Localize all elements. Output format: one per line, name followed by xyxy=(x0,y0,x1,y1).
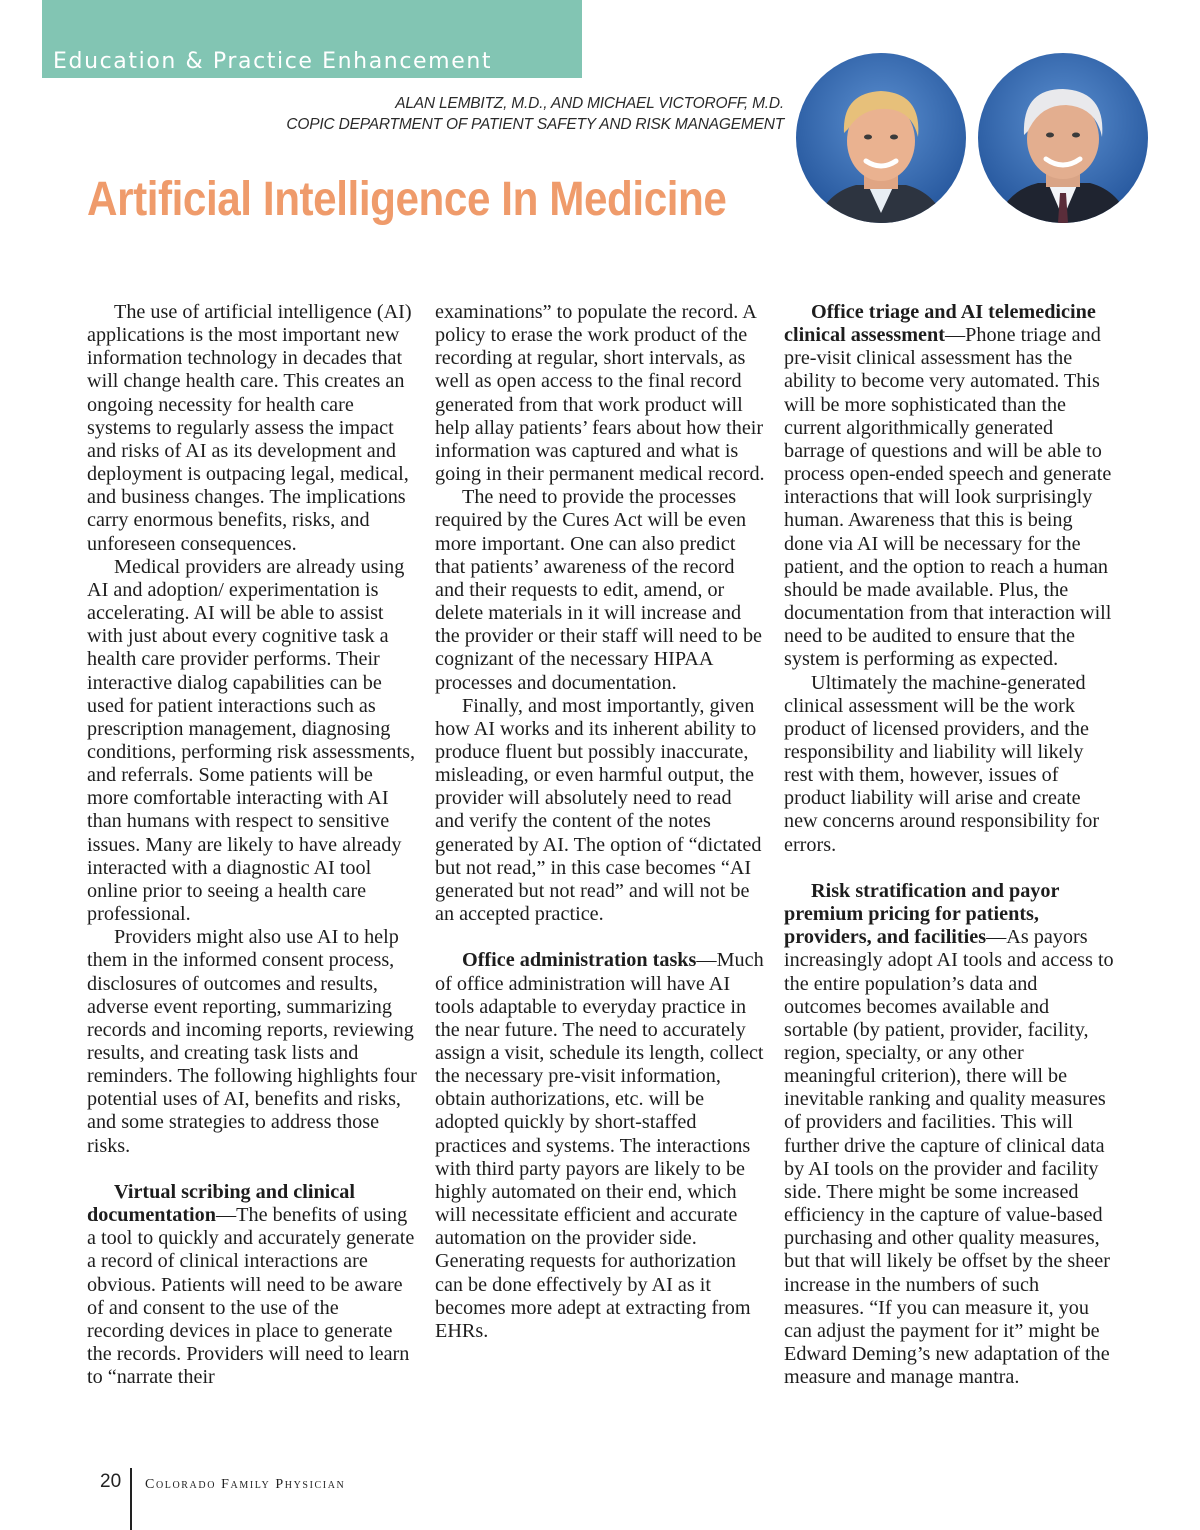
paragraph: Finally, and most importantly, given how AI works and its inherent ability to produce fluent but possibly inaccurate, misleading, or even harmful output, the provider will absolutely need to read and verify the content of the notes generated by AI. The option of “dictated but not read,” in this case becomes “AI generated but not read” and will not be an accepted practice. xyxy=(435,694,762,926)
section-label: Education & Practice Enhancement xyxy=(53,49,493,74)
paragraph: The use of artificial intelligence (AI) applications is the most important new information technology in decades that will change health care. This creates an ongoing necessity for health care systems to regularly assess the impact and risks of AI as its development and deployment is outpacing legal, medical, and business changes. The implications carry enormous benefits, risks, and unforeseen consequences. xyxy=(87,301,412,555)
paragraph-body: —Phone triage and pre-visit clinical assessment has the ability to become very automated. This will be more sophisticated than the current algorithmically generated barrage of questions and will be able to process open-ended speech and generate interactions that will look surprisingly human. Awareness that this is being done via AI will be necessary for the patient, and the option to reach a human should be made available. Plus, the documentation from that interaction will need to be audited to ensure that the system is performing as expected. xyxy=(784,324,1112,671)
article-column-1 xyxy=(87,301,417,1389)
paragraph-body: —The benefits of using a tool to quickly and accurately generate a record of clinical interactions are obvious. Patients will need to be aware of and consent to the use of the recording devices in place to generate the records. Providers will need to learn to “narrate their xyxy=(87,1204,415,1389)
publication-name: Colorado Family Physician xyxy=(145,1477,346,1492)
byline-department: COPIC DEPARTMENT OF PATIENT SAFETY AND RISK MANAGEMENT xyxy=(286,116,784,133)
paragraph: examinations” to populate the record. A policy to erase the work product of the recording at regular, short intervals, as well as open access to the final record generated from that work product will help allay patients’ fears about how their information was captured and what is going in their permanent medical record. xyxy=(435,301,765,486)
paragraph: Medical providers are already using AI and adoption/ experimentation is accelerating. AI will be able to assist with just about every cognitive task a health care provider performs. Their interactive dialog capabilities can be used for patient interactions such as prescription management, diagnosing conditions, performing risk assessments, and referrals. Some patients will be more comfortable interacting with AI than humans with respect to sensitive issues. Many are likely to have already interacted with a diagnostic AI tool online prior to seeing a health care professional. xyxy=(87,555,416,926)
article-column-2 xyxy=(435,301,765,1343)
article-title: Artificial Intelligence In Medicine xyxy=(87,173,727,226)
subhead-paragraph xyxy=(784,301,1114,672)
subhead-paragraph xyxy=(87,1181,417,1389)
byline xyxy=(184,93,784,135)
subhead-paragraph xyxy=(784,880,1114,1389)
section-banner xyxy=(42,0,582,78)
page-number: 20 xyxy=(100,1471,122,1492)
subhead: Risk stratification and payor premium pricing for patients, providers, and facilities xyxy=(784,879,1060,949)
article-column-3 xyxy=(784,301,1114,1389)
paragraph: Providers might also use AI to help them in the informed consent process, disclosures of outcomes and results, adverse event reporting, summarizing records and incoming reports, reviewing results, and creating task lists and reminders. The following highlights four potential uses of AI, benefits and risks, and some strategies to address those risks. xyxy=(87,926,417,1157)
byline-authors: ALAN LEMBITZ, M.D., AND MICHAEL VICTOROFF, M.D. xyxy=(395,95,784,112)
paragraph-body: —As payors increasingly adopt AI tools and access to the entire population’s data and outcomes becomes available and sortable (by patient, provider, facility, region, specialty, or any other meaningful criterion), there will be inevitable ranking and quality measures of providers and facilities. This will further drive the capture of clinical data by AI tools on the provider and facility side. There might be some increased efficiency in the capture of value-based purchasing and other quality measures, but that will likely be offset by the sheer increase in the numbers of such measures. “If you can measure it, you can adjust the payment for it” might be Edward Deming’s new adaptation of the measure and manage mantra. xyxy=(784,926,1114,1389)
subhead: Virtual scribing and clinical documentation xyxy=(87,1180,355,1227)
author-photo-lembitz xyxy=(796,53,966,223)
author-photo-victoroff xyxy=(978,53,1148,223)
footer-divider xyxy=(130,1468,132,1530)
paragraph: The need to provide the processes required by the Cures Act will be even more important. One can also predict that patients’ awareness of the record and their requests to edit, amend, or delete materials in it will increase and the provider or their staff will need to be cognizant of the necessary HIPAA processes and documentation. xyxy=(435,486,763,694)
subhead: Office administration tasks xyxy=(462,949,697,972)
subhead-paragraph xyxy=(435,949,765,1343)
subhead: Office triage and AI telemedicine clinical assessment xyxy=(784,301,1096,347)
paragraph: Ultimately the machine-generated clinical assessment will be the work product of licensed providers, and the responsibility and liability will likely rest with them, however, issues of product liability will arise and create new concerns around responsibility for errors. xyxy=(784,671,1100,856)
paragraph-body: —Much of office administration will have AI tools adaptable to everyday practice in the near future. The need to accurately assign a visit, schedule its length, collect the necessary pre-visit information, obtain authorizations, etc. will be adopted quickly by short-staffed practices and systems. The interactions with third party payors are likely to be highly automated on their end, which will necessitate efficient and accurate automation on the provider side. Generating requests for authorization can be done effectively by AI as it becomes more adept at extracting from EHRs. xyxy=(435,949,764,1342)
